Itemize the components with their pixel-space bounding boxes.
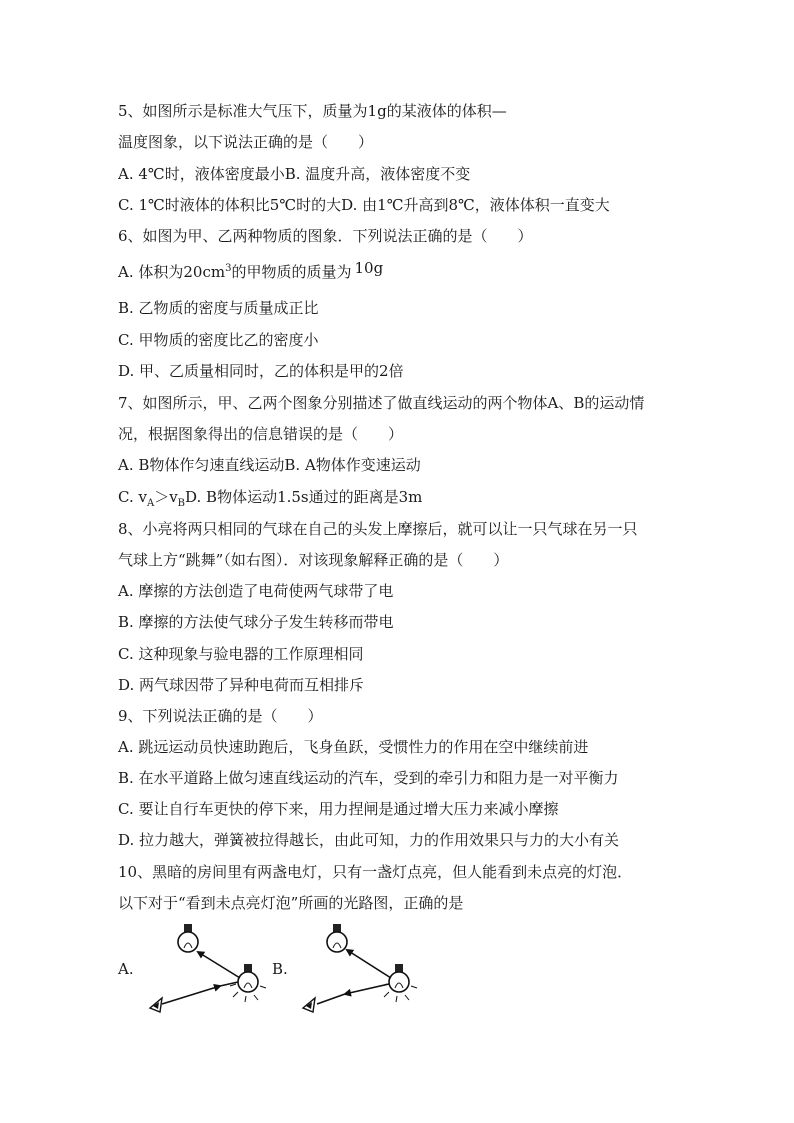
q6-option-c: C. 甲物质的密度比乙的密度小	[118, 331, 319, 349]
light-ray	[317, 994, 345, 1004]
unlit-bulb-icon	[178, 924, 198, 952]
q5-options-cd: C. 1℃时液体的体积比5℃时的大D. 由1℃升高到8℃，液体体积一直变大	[118, 196, 610, 214]
q8-stem-line1: 8、小亮将两只相同的气球在自己的头发上摩擦后，就可以让一只气球在另一只	[118, 520, 638, 538]
q10-stem-line2: 以下对于“看到未点亮灯泡”所画的光路图，正确的是	[118, 894, 464, 912]
q9-stem: 9、下列说法正确的是（ ）	[118, 707, 323, 725]
q5-options-ab: A. 4℃时，液体密度最小B. 温度升高，液体密度不变	[118, 165, 471, 183]
unlit-bulb-icon	[327, 924, 347, 952]
q8-option-b: B. 摩擦的方法使气球分子发生转移而带电	[118, 613, 394, 631]
eye-icon	[303, 998, 315, 1012]
q8-option-a: A. 摩擦的方法创造了电荷使两气球带了电	[118, 582, 394, 600]
q9-option-c: C. 要让自行车更快的停下来，用力捏闸是通过增大压力来减小摩擦	[118, 800, 559, 818]
q7-subscript-b: B	[177, 498, 186, 509]
q6-option-a	[118, 259, 384, 282]
q6-option-a-exponent: 3	[225, 263, 232, 274]
q10-label-a: A.	[118, 960, 134, 978]
q7-subscript-a: A	[146, 498, 155, 509]
q6-option-a-text: A. 体积为20cm	[118, 263, 226, 281]
q7-options-cd	[118, 487, 422, 507]
q6-option-d: D. 甲、乙质量相同时，乙的体积是甲的2倍	[118, 362, 404, 380]
q9-option-b: B. 在水平道路上做匀速直线运动的汽车，受到的牵引力和阻力是一对平衡力	[118, 769, 619, 787]
light-ray	[162, 986, 220, 1004]
q6-stem: 6、如图为甲、乙两种物质的图象．下列说法正确的是（ ）	[118, 227, 533, 245]
q6-option-a-value: 10g	[354, 259, 384, 277]
lit-bulb-icon	[381, 964, 417, 1002]
light-ray	[347, 950, 391, 978]
q7-stem-line2: 况，根据图象得出的信息错误的是（ ）	[118, 425, 404, 443]
q8-option-c: C. 这种现象与验电器的工作原理相同	[118, 645, 364, 663]
q5-stem-line1: 5、如图所示是标准大气压下，质量为1g的某液体的体积—	[118, 102, 507, 120]
light-ray	[198, 952, 240, 978]
q8-stem-line2: 气球上方“跳舞”（如右图）．对该现象解释正确的是（ ）	[118, 551, 509, 569]
q5-stem-line2: 温度图象，以下说法正确的是（ ）	[118, 133, 374, 151]
q6-option-a-text2: 的甲物质的质量为	[231, 263, 352, 281]
q7-option-d-text: D. B物体运动1.5s通过的距离是3m	[185, 488, 423, 506]
q9-option-d: D. 拉力越大，弹簧被拉得越长，由此可知，力的作用效果只与力的大小有关	[118, 831, 620, 849]
q7-option-c-compare: ＞v	[154, 488, 178, 506]
q7-option-c-text: C. v	[118, 488, 147, 506]
q10-stem-line1: 10、黑暗的房间里有两盏电灯，只有一盏灯点亮，但人能看到未点亮的灯泡．	[118, 863, 633, 881]
q10-diagram-a	[140, 920, 270, 1020]
q7-options-ab: A. B物体作匀速直线运动B. A物体作变速运动	[118, 456, 421, 474]
q9-option-a: A. 跳远运动员快速助跑后，飞身鱼跃，受惯性力的作用在空中继续前进	[118, 738, 589, 756]
light-ray	[345, 984, 389, 994]
eye-icon	[150, 998, 162, 1012]
q6-option-b: B. 乙物质的密度与质量成正比	[118, 299, 319, 317]
q7-stem-line1: 7、如图所示，甲、乙两个图象分别描述了做直线运动的两个物体A、B的运动情	[118, 394, 645, 412]
q8-option-d: D. 两气球因带了异种电荷而互相排斥	[118, 676, 365, 694]
q10-label-b: B.	[272, 960, 288, 978]
q10-diagram-b	[295, 920, 425, 1020]
